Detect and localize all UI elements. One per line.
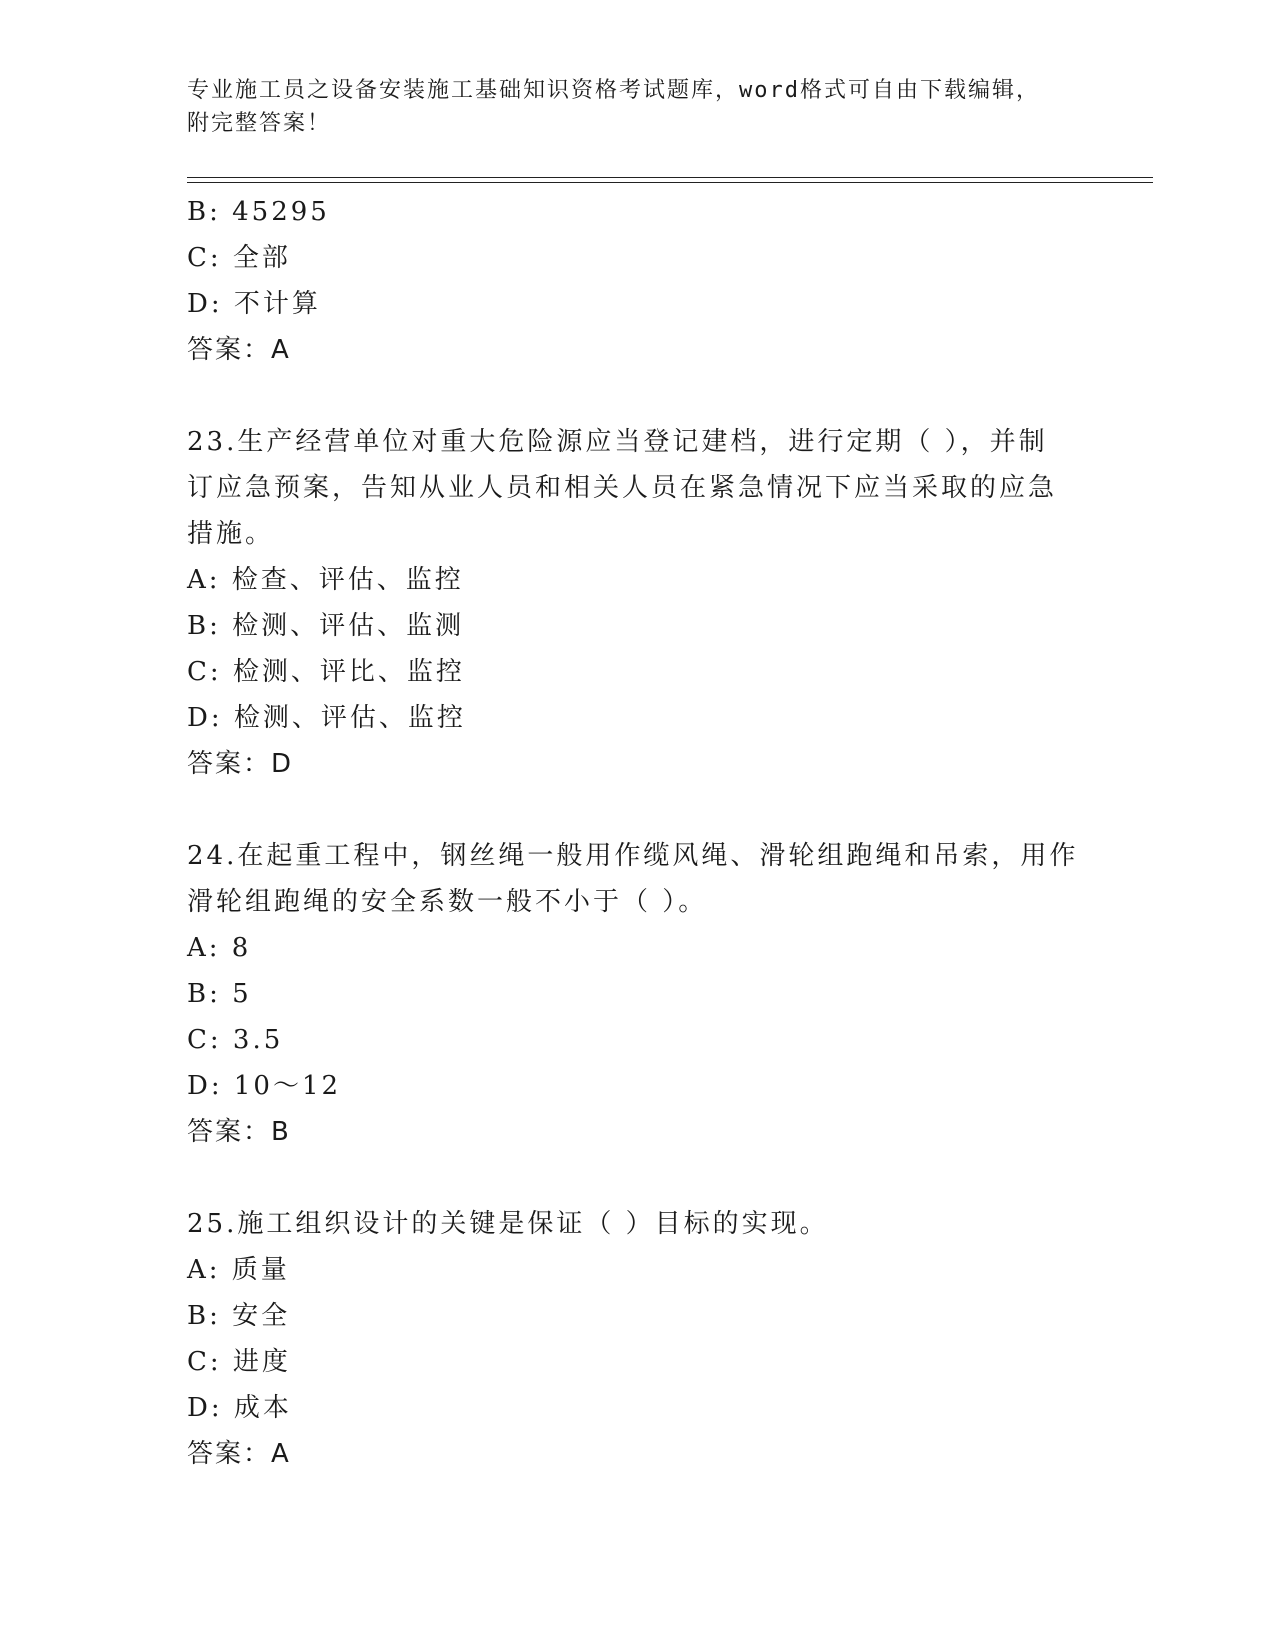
option-d: D: 10～12 — [187, 1071, 342, 1101]
header-title-line-1: 专业施工员之设备安装施工基础知识资格考试题库，word格式可自由下载编辑， — [187, 78, 1040, 103]
header-rule-bottom — [187, 182, 1153, 183]
question-text-line: 25.施工组织设计的关键是保证（ ）目标的实现。 — [187, 1209, 829, 1239]
answer-line: 答案：D — [187, 749, 294, 779]
question-list — [187, 189, 1087, 1477]
option-c: C: 全部 — [187, 243, 291, 273]
question-text-line: 措施。 — [187, 519, 275, 549]
question-text-line: 滑轮组跑绳的安全系数一般不小于（ ）。 — [187, 887, 708, 917]
option-c: C: 进度 — [187, 1347, 291, 1377]
spacer — [187, 373, 1087, 419]
option-b: B: 检测、评估、监测 — [187, 611, 465, 641]
answer-line: 答案：A — [187, 1439, 291, 1469]
question-23 — [187, 419, 1087, 787]
question-text-line: 订应急预案，告知从业人员和相关人员在紧急情况下应当采取的应急 — [187, 473, 1058, 503]
option-d: D: 不计算 — [187, 289, 321, 319]
option-a: A: 8 — [187, 933, 252, 963]
option-a: A: 质量 — [187, 1255, 290, 1285]
header-rule-top — [187, 177, 1153, 178]
option-b: B: 5 — [187, 979, 252, 1009]
spacer — [187, 787, 1087, 833]
option-c: C: 检测、评比、监控 — [187, 657, 465, 687]
question-22-tail — [187, 189, 1087, 373]
option-c: C: 3.5 — [187, 1025, 284, 1055]
option-d: D: 成本 — [187, 1393, 292, 1423]
question-25 — [187, 1201, 1087, 1477]
question-text-line: 24.在起重工程中，钢丝绳一般用作缆风绳、滑轮组跑绳和吊索，用作 — [187, 841, 1079, 871]
option-a: A: 检查、评估、监控 — [187, 565, 464, 595]
spacer — [187, 1155, 1087, 1201]
option-d: D: 检测、评估、监控 — [187, 703, 466, 733]
answer-line: 答案：A — [187, 335, 291, 365]
option-b: B: 安全 — [187, 1301, 291, 1331]
header-title-line-2: 附完整答案！ — [187, 111, 332, 136]
document-header — [187, 74, 1087, 140]
question-24 — [187, 833, 1087, 1155]
answer-line: 答案：B — [187, 1117, 291, 1147]
option-b: B: 45295 — [187, 197, 330, 227]
question-text-line: 23.生产经营单位对重大危险源应当登记建档，进行定期（ ），并制 — [187, 427, 1048, 457]
